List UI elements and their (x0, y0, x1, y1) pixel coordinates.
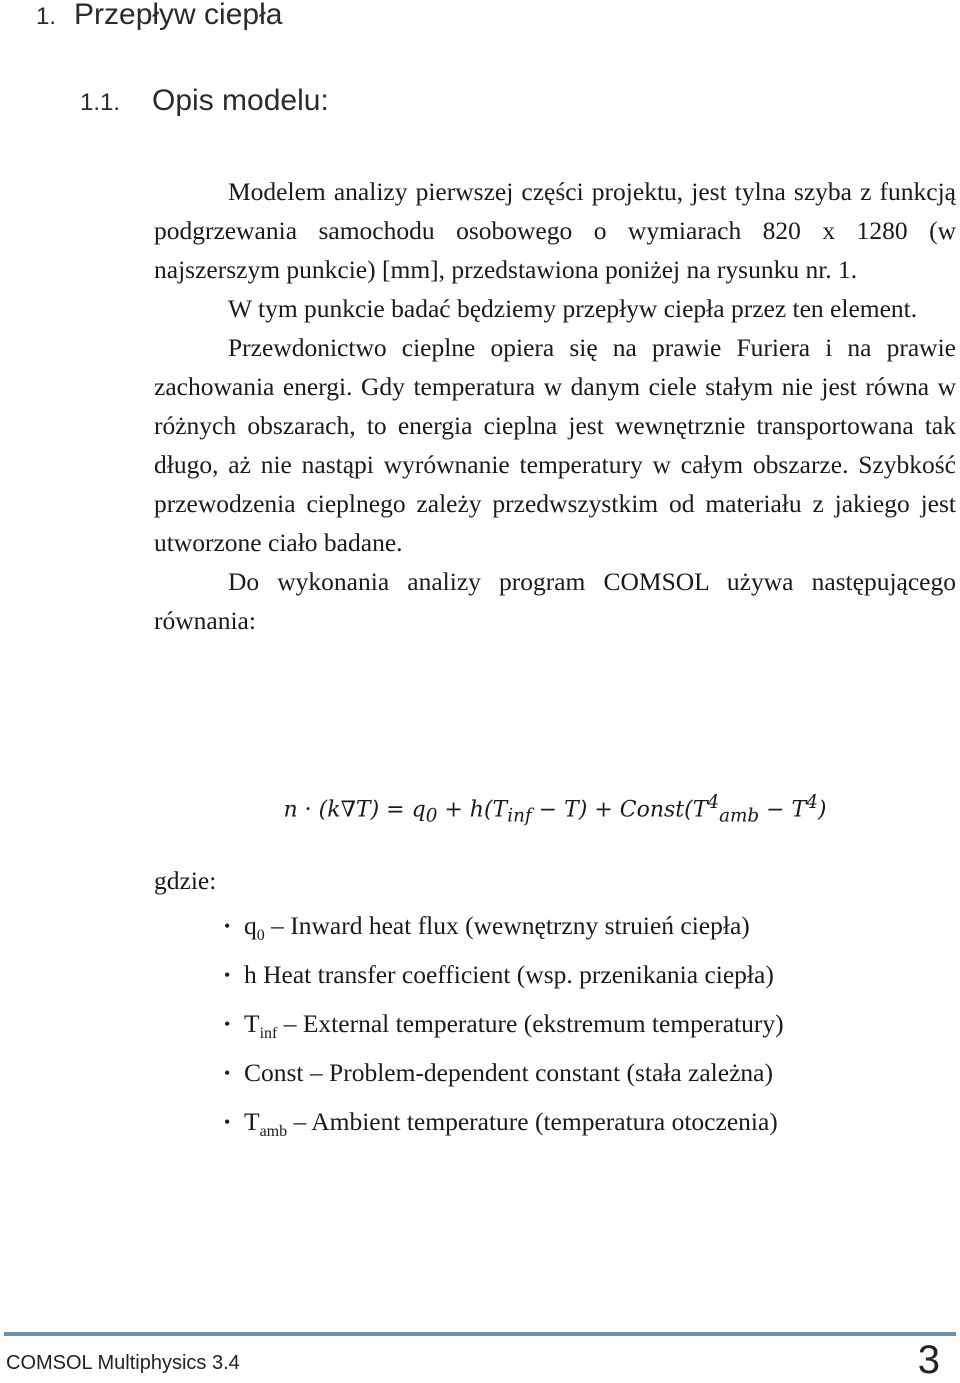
symbol: T (244, 1009, 260, 1038)
list-item (224, 955, 784, 1004)
symbol-sub: inf (259, 1025, 278, 1042)
eq-amb-sup: 4 (707, 792, 720, 813)
paragraph: Przewdonictwo cieplne opiera się na prawie Furiera i na prawie zachowania energi. Gdy temperatura w danym ciele stałym nie jest równa w różnych obszarach, to energia cieplna jest wewnętrznie transportowana tak długo, aż nie nastąpi wyrównanie temperatury w całym obszarze. Szybkość przewodzenia cieplnego zależy przedwszystkim od materiału z jakiego jest utworzone ciało badane. (154, 333, 956, 557)
definition-text: – Problem-dependent constant (stała zależna) (303, 1058, 773, 1087)
subsection-number: 1.1. (80, 89, 121, 116)
definition-text: – Ambient temperature (temperatura otoczenia) (287, 1107, 778, 1136)
bullet-icon: • (224, 965, 231, 985)
definition-text: – External temperature (ekstremum temperatury) (277, 1009, 784, 1038)
symbol: h (244, 960, 257, 989)
list-item (224, 1004, 784, 1053)
paragraph: Modelem analizy pierwszej części projektu, jest tylna szyba z funkcją podgrzewania samochodu osobowego o wymiarach 820 x 1280 (w najszerszym punkcie) [mm], przedstawiona poniżej na rysunku nr. 1. (154, 177, 956, 284)
eq-lhs: n · (k∇T) = q (283, 797, 426, 823)
subsection-heading (80, 84, 329, 118)
section-title: Przepływ ciepła (74, 0, 283, 31)
symbol-sub: 0 (256, 927, 265, 944)
eq-close: ) (817, 797, 827, 823)
footer-rule (4, 1332, 956, 1336)
paragraph: Do wykonania analizy program COMSOL używa następującego równania: (154, 567, 956, 635)
eq-mid2: − T) + Const(T (531, 797, 708, 823)
bullet-icon: • (224, 1063, 231, 1083)
bullet-icon: • (224, 916, 231, 936)
definitions-list (224, 906, 784, 1151)
list-item (224, 1053, 784, 1102)
symbol: T (244, 1107, 260, 1136)
eq-q-sub: 0 (425, 805, 438, 827)
where-label: gdzie: (154, 866, 217, 895)
bullet-icon: • (224, 1014, 231, 1034)
eq-tail: − T (759, 797, 807, 823)
subsection-title: Opis modelu: (152, 84, 329, 117)
symbol: q (244, 911, 257, 940)
body-text (154, 172, 956, 640)
definition-text: Heat transfer coefficient (wsp. przenikania ciepła) (256, 960, 774, 989)
section-number: 1. (36, 3, 57, 30)
eq-tinf-sub: inf (507, 805, 532, 827)
eq-t-sup: 4 (806, 792, 818, 813)
eq-amb-sub: amb (719, 805, 760, 827)
definition-text: – Inward heat flux (wewnętrzny struień ciepła) (264, 911, 750, 940)
footer-title: COMSOL Multiphysics 3.4 (6, 1352, 240, 1374)
symbol: Const (244, 1058, 304, 1087)
eq-mid: + h(T (437, 797, 508, 823)
symbol-sub: amb (259, 1123, 288, 1140)
page-number: 3 (917, 1338, 940, 1382)
bullet-icon: • (224, 1112, 231, 1132)
list-item (224, 906, 784, 955)
list-item (224, 1102, 784, 1151)
paragraph: W tym punkcie badać będziemy przepływ ciepła przez ten element. (228, 294, 918, 323)
section-heading (36, 0, 282, 32)
heat-equation (0, 792, 960, 827)
